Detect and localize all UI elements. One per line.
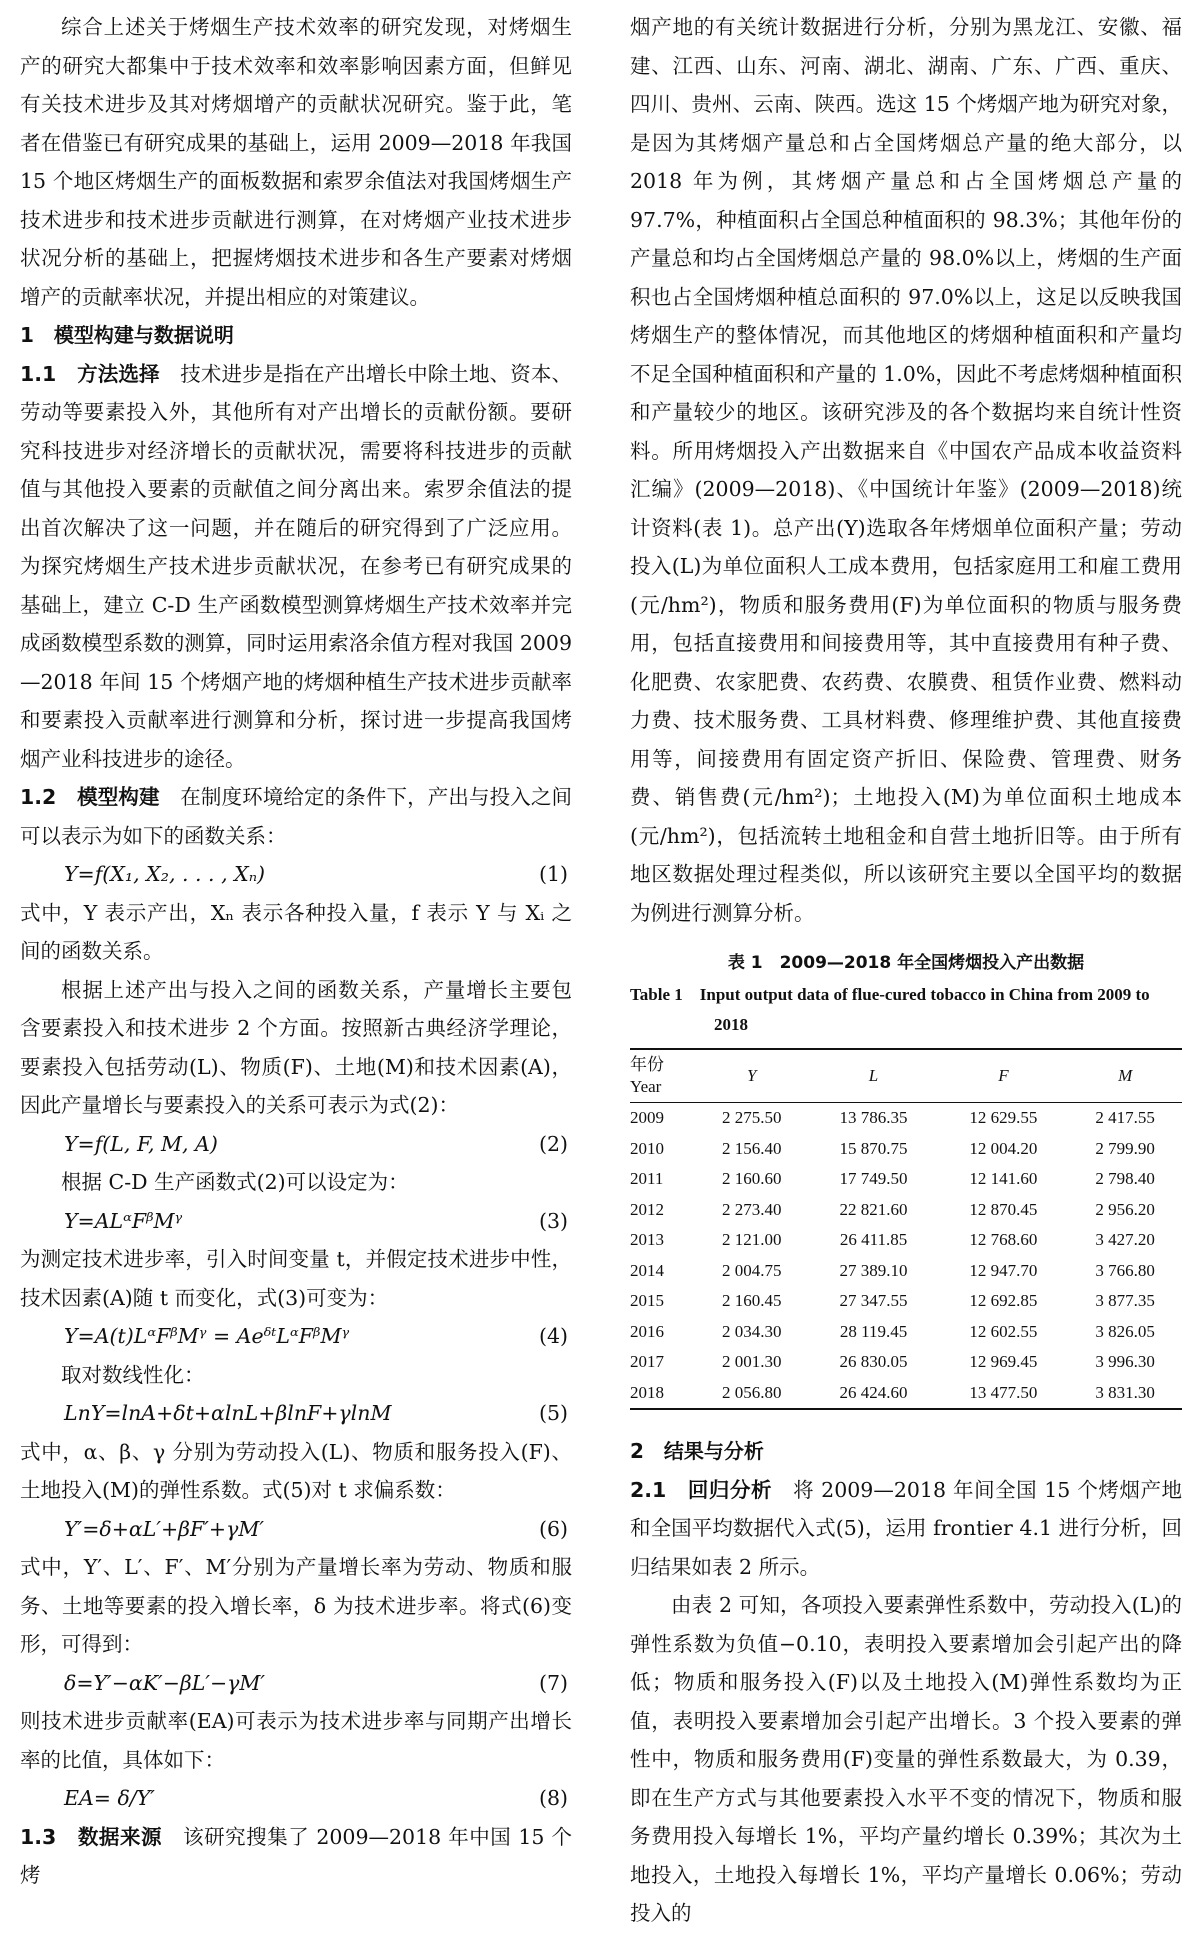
- table-row: [630, 1103, 1182, 1134]
- table-cell: 2 160.60: [722, 1169, 782, 1188]
- table-header-m: M: [1068, 1049, 1182, 1103]
- equation-6-number: (6): [538, 1516, 568, 1541]
- table-cell: 2 956.20: [1095, 1199, 1155, 1219]
- table-cell: 3 877.35: [1095, 1291, 1155, 1310]
- section-1-2-heading: 1.2 模型构建: [20, 785, 160, 809]
- table-cell: 2 001.30: [722, 1352, 782, 1371]
- table-cell: 17 749.50: [839, 1169, 908, 1188]
- section-1-1-paragraph: [20, 355, 572, 779]
- table-cell: 2 273.40: [722, 1199, 782, 1219]
- table-cell: 12 768.60: [969, 1230, 1038, 1249]
- table-cell: 3 826.05: [1095, 1321, 1155, 1341]
- section-2-1-paragraph: [630, 1471, 1182, 1587]
- equation-6: [20, 1510, 572, 1549]
- table-cell: 2 417.55: [1095, 1108, 1155, 1127]
- table-row: [630, 1225, 1182, 1256]
- equation-1-explanation: 式中，Y 表示产出，Xₙ 表示各种投入量，f 表示 Y 与 Xᵢ 之间的函数关系。: [20, 900, 572, 963]
- table-header-y: Y: [695, 1049, 809, 1103]
- table-1-caption-en: Table 1 Input output data of flue-cured tobacco in China from 2009 to 2018: [630, 985, 1150, 1034]
- equation-2: [20, 1125, 572, 1164]
- table-cell: 2 004.75: [722, 1260, 782, 1280]
- equation-3-body: Y=ALᵅFᵝMᵞ: [64, 1208, 183, 1233]
- section-1-3-paragraph: [20, 1818, 572, 1895]
- table-cell: 2009: [630, 1108, 664, 1127]
- contribution-rate-paragraph: 则技术进步贡献率(EA)可表示为技术进步率与同期产出增长率的比值，具体如下：: [20, 1709, 572, 1772]
- table-cell: 26 830.05: [839, 1352, 908, 1371]
- equation-8: [20, 1779, 572, 1818]
- table-cell: 13 477.50: [938, 1378, 1068, 1410]
- table-cell: 3 427.20: [1095, 1230, 1155, 1249]
- right-column: [630, 8, 1182, 1933]
- table-2-discussion-paragraph: 由表 2 可知，各项投入要素弹性系数中，劳动投入(L)的弹性系数为负值−0.10，表明投入要素增加会引起产出的降低；物质和服务投入(F)以及土地投入(M)弹性系数均为正值，表明投入要素增加会引起产出增长。3 个投入要素的弹性中，物质和服务费用(F)变量的弹性系数最大，为 0.39，即在生产方式与其他要素投入水平不变的情况下，物质和服务费用投入每增长 1%，平均产量约增长 0.39%；其次为土地投入，土地投入每增长 1%，平均产量增长 0.06%；劳动投入的: [630, 1593, 1182, 1925]
- equation-3-number: (3): [538, 1208, 568, 1233]
- section-2-heading: 2 结果与分析: [630, 1439, 764, 1463]
- equation-6-body: Y′=δ+αL′+βF′+γM′: [64, 1516, 264, 1541]
- year-header-cn: 年份: [630, 1055, 664, 1074]
- elasticity-paragraph: 式中，α、β、γ 分别为劳动投入(L)、物质和服务投入(F)、土地投入(M)的弹性系数。式(5)对 t 求偏系数：: [20, 1439, 572, 1502]
- table-cell: 12 947.70: [969, 1260, 1038, 1280]
- table-1: [630, 1048, 1182, 1410]
- table-cell: 2 275.50: [722, 1108, 782, 1127]
- equation-2-body: Y=f(L, F, M, A): [64, 1131, 218, 1156]
- intro-paragraph: 综合上述关于烤烟生产技术效率的研究发现，对烤烟生产的研究大都集中于技术效率和效率影响因素方面，但鲜见有关技术进步及其对烤烟增产的贡献状况研究。鉴于此，笔者在借鉴已有研究成果的基础上，运用 2009—2018 年我国 15 个地区烤烟生产的面板数据和索罗余值法对我国烤烟生产技术进步和技术进步贡献进行测算，在对烤烟产业技术进步状况分析的基础上，把握烤烟技术进步和各生产要素对烤烟增产的贡献率状况，并提出相应的对策建议。: [20, 15, 572, 309]
- table-cell: 13 786.35: [839, 1108, 908, 1127]
- section-1-3-text: 该研究搜集了 2009—2018 年中国 15 个烤: [20, 1824, 572, 1887]
- equation-4: [20, 1317, 572, 1356]
- table-1-caption-cn: 表 1 2009—2018 年全国烤烟投入产出数据: [727, 953, 1085, 973]
- table-cell: 2012: [630, 1199, 664, 1219]
- table-cell: 27 347.55: [839, 1291, 908, 1310]
- table-header-l: L: [809, 1049, 939, 1103]
- table-cell: 2015: [630, 1291, 664, 1310]
- equation-1-number: (1): [538, 862, 568, 886]
- equation-7-body: δ=Y′−αK′−βL′−γM′: [64, 1670, 266, 1695]
- table-cell: 2014: [630, 1260, 664, 1280]
- table-cell: 2013: [630, 1230, 664, 1249]
- growth-rate-paragraph: 式中，Y′、L′、F′、M′分别为产量增长率为劳动、物质和服务、土地等要素的投入增长率，δ 为技术进步率。将式(6)变形，可得到：: [20, 1555, 572, 1656]
- data-source-paragraph: 烟产地的有关统计数据进行分析，分别为黑龙江、安徽、福建、江西、山东、河南、湖北、湖南、广东、广西、重庆、四川、贵州、云南、陕西。选这 15 个烤烟产地为研究对象，是因为其烤烟产量总和占全国烤烟总产量的绝大部分，以 2018 年为例，其烤烟产量总和占全国烤烟总产量的 97.7%，种植面积占全国总种植面积的 98.3%；其他年份的产量总和均占全国烤烟总产量的 98.0%以上，烤烟的生产面积也占全国烤烟种植总面积的 97.0%以上，这足以反映我国烤烟生产的整体情况，而其他地区的烤烟种植面积和产量均不足全国种植面积和产量的 1.0%，因此不考虑烤烟种植面积和产量较少的地区。该研究涉及的各个数据均来自统计性资料。所用烤烟投入产出数据来自《中国农产品成本收益资料汇编》(2009—2018)、《中国统计年鉴》(2009—2018)统计资料(表 1)。总产出(Y)选取各年烤烟单位面积产量；劳动投入(L)为单位面积人工成本费用，包括家庭用工和雇工费用(元/hm²)，物质和服务费用(F)为单位面积的物质与服务费用，包括直接费用和间接费用等，其中直接费用有种子费、化肥费、农家肥费、农药费、农膜费、租赁作业费、燃料动力费、技术服务费、工具材料费、修理维护费、其他直接费用等，间接费用有固定资产折旧、保险费、管理费、财务费、销售费(元/hm²)；土地投入(M)为单位面积土地成本(元/hm²)，包括流转土地租金和自营土地折旧等。由于所有地区数据处理过程类似，所以该研究主要以全国平均的数据为例进行测算分析。: [630, 15, 1182, 925]
- equation-4-body: Y=A(t)LᵅFᵝMᵞ = AeᵟᵗLᵅFᵝMᵞ: [64, 1324, 350, 1348]
- table-cell: 2 160.45: [722, 1291, 782, 1310]
- section-1-2-text: 在制度环境给定的条件下，产出与投入之间可以表示为如下的函数关系：: [20, 785, 572, 848]
- table-cell: 12 870.45: [969, 1199, 1038, 1219]
- equation-4-number: (4): [538, 1324, 568, 1348]
- table-cell: 2018: [630, 1378, 695, 1410]
- table-cell: 26 424.60: [809, 1378, 939, 1410]
- factor-paragraph: 根据上述产出与投入之间的函数关系，产量增长主要包含要素投入和技术进步 2 个方面。按照新古典经济学理论，要素投入包括劳动(L)、物质(F)、土地(M)和技术因素(A)，因此产量增长与要素投入的关系可表示为式(2)：: [20, 977, 572, 1117]
- section-2-1-text: 将 2009—2018 年间全国 15 个烤烟产地和全国平均数据代入式(5)，运用 frontier 4.1 进行分析，回归结果如表 2 所示。: [630, 1477, 1182, 1579]
- section-1-1-heading: 1.1 方法选择: [20, 361, 160, 386]
- table-cell: 2 799.90: [1095, 1138, 1155, 1158]
- table-cell: 2 034.30: [722, 1321, 782, 1341]
- table-cell: 2016: [630, 1321, 664, 1341]
- table-header-f: F: [938, 1049, 1068, 1103]
- table-header-row: [630, 1049, 1182, 1103]
- table-row: [630, 1378, 1182, 1410]
- year-header-en: Year: [630, 1077, 662, 1096]
- table-cell: 3 766.80: [1095, 1260, 1155, 1280]
- section-1-heading: 1 模型构建与数据说明: [20, 323, 234, 347]
- table-cell: 2010: [630, 1138, 664, 1158]
- table-row: [630, 1134, 1182, 1165]
- equation-3: [20, 1202, 572, 1241]
- table-cell: 12 969.45: [969, 1352, 1038, 1371]
- equation-1: [20, 855, 572, 894]
- section-2-1-heading: 2.1 回归分析: [630, 1477, 773, 1502]
- table-row: [630, 1317, 1182, 1348]
- table-cell: 28 119.45: [839, 1321, 908, 1341]
- equation-7-number: (7): [538, 1670, 568, 1695]
- time-variable-paragraph: 为测定技术进步率，引入时间变量 t，并假定技术进步中性，技术因素(A)随 t 而变化，式(3)可变为：: [20, 1247, 572, 1310]
- table-cell: 15 870.75: [839, 1138, 908, 1158]
- equation-5-number: (5): [538, 1401, 568, 1425]
- table-cell: 2 156.40: [722, 1138, 782, 1158]
- table-cell: 27 389.10: [839, 1260, 908, 1280]
- table-row: [630, 1347, 1182, 1378]
- table-cell: 12 692.85: [969, 1291, 1038, 1310]
- table-cell: 2 121.00: [722, 1230, 782, 1249]
- table-cell: 12 629.55: [969, 1108, 1038, 1127]
- table-row: [630, 1164, 1182, 1195]
- table-header-year: [630, 1049, 695, 1103]
- table-cell: 22 821.60: [839, 1199, 908, 1219]
- table-row: [630, 1195, 1182, 1226]
- equation-5-body: LnY=lnA+δt+αlnL+βlnF+γlnM: [64, 1401, 392, 1425]
- cd-function-paragraph: 根据 C-D 生产函数式(2)可以设定为：: [61, 1170, 409, 1194]
- table-cell: 2011: [630, 1169, 664, 1188]
- equation-8-body: EA= δ/Y′: [64, 1786, 155, 1810]
- table-cell: 3 996.30: [1095, 1352, 1155, 1371]
- section-1-3-heading: 1.3 数据来源: [20, 1824, 163, 1849]
- table-cell: 3 831.30: [1068, 1378, 1182, 1410]
- table-cell: 12 004.20: [969, 1138, 1038, 1158]
- equation-2-number: (2): [538, 1131, 568, 1156]
- table-row: [630, 1256, 1182, 1287]
- equation-7: [20, 1664, 572, 1703]
- section-1-1-text: 技术进步是指在产出增长中除土地、资本、劳动等要素投入外，其他所有对产出增长的贡献份额。要研究科技进步对经济增长的贡献状况，需要将科技进步的贡献值与其他投入要素的贡献值之间分离出来。索罗余值法的提出首次解决了这一问题，并在随后的研究得到了广泛应用。为探究烤烟生产技术进步贡献状况，在参考已有研究成果的基础上，建立 C-D 生产函数模型测算烤烟生产技术效率并完成函数模型系数的测算，同时运用索洛余值方程对我国 2009—2018 年间 15 个烤烟产地的烤烟种植生产技术进步贡献率和要素投入贡献率进行测算和分析，探讨进一步提高我国烤烟产业科技进步的途径。: [20, 361, 572, 771]
- equation-5: [20, 1394, 572, 1433]
- table-cell: 2 798.40: [1095, 1169, 1155, 1188]
- left-column: [20, 8, 572, 1895]
- table-cell: 2017: [630, 1352, 664, 1371]
- log-linear-paragraph: 取对数线性化：: [61, 1362, 205, 1387]
- equation-1-body: Y=f(X₁, X₂, . . . , Xₙ): [64, 862, 266, 886]
- equation-8-number: (8): [538, 1786, 568, 1810]
- table-cell: 12 602.55: [969, 1321, 1038, 1341]
- table-cell: 2 056.80: [695, 1378, 809, 1410]
- table-cell: 26 411.85: [839, 1230, 908, 1249]
- table-row: [630, 1286, 1182, 1317]
- table-cell: 12 141.60: [969, 1169, 1038, 1188]
- section-1-2-paragraph: [20, 778, 572, 855]
